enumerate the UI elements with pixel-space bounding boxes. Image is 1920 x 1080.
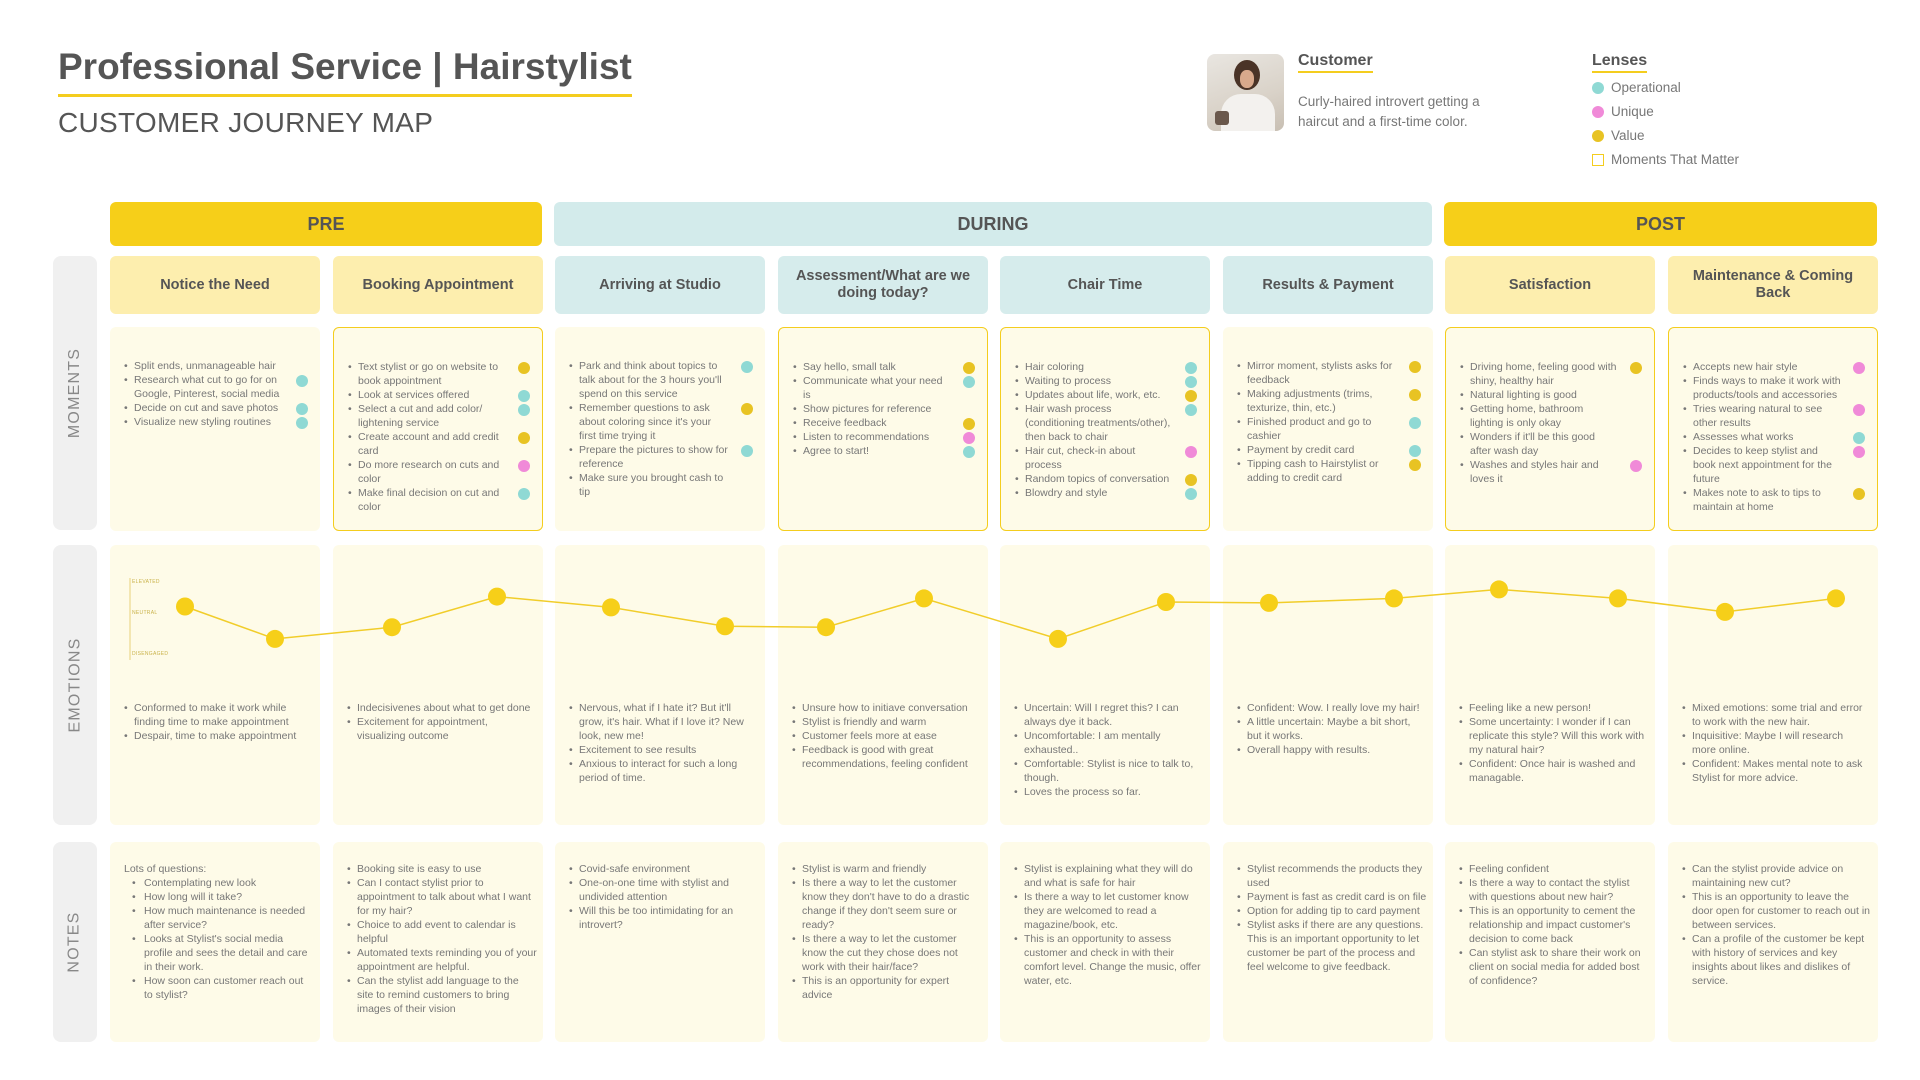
note-item: • This is an opportunity for expert advice [792, 974, 982, 1002]
value-dot-icon [1592, 130, 1604, 142]
moment-text: Make sure you brought cash to tip [579, 472, 724, 498]
moment-item [793, 402, 977, 416]
emotion-item: • Indecisivenes about what to get done [347, 701, 533, 715]
notes-cell [1668, 842, 1878, 1042]
pink-lens-dot-icon [1853, 446, 1865, 458]
note-item: • Is there a way to contact the stylist with questions about new hair? [1459, 876, 1649, 904]
moment-text: Hair coloring [1025, 361, 1084, 373]
emotion-item: • Uncertain: Will I regret this? I can always dye it back. [1014, 701, 1200, 729]
moment-item [348, 402, 532, 430]
moment-item [1015, 444, 1199, 472]
gold-lens-dot-icon [1630, 362, 1642, 374]
moment-item [793, 430, 977, 444]
teal-lens-dot-icon [1185, 404, 1197, 416]
moment-text: Visualize new styling routines [134, 416, 271, 428]
teal-lens-dot-icon [1185, 376, 1197, 388]
moment-text: Park and think about topics to talk about for the 3 hours you'll spend on this service [579, 360, 722, 400]
lens-value: Value [1592, 128, 1645, 143]
note-item: • Booking site is easy to use [347, 862, 537, 876]
teal-lens-dot-icon [518, 404, 530, 416]
pink-lens-dot-icon [1185, 446, 1197, 458]
row-label-notes: NOTES [53, 842, 97, 1042]
note-item: • Is there a way to let the customer know they don't have to do a drastic change if they don't seem sure or ready? [792, 876, 982, 932]
moment-item [1015, 374, 1199, 388]
stage-header: Maintenance & Coming Back [1668, 256, 1878, 314]
emotions-cell [1223, 545, 1433, 825]
note-item: • How much maintenance is needed after service? [124, 904, 314, 932]
teal-lens-dot-icon [741, 361, 753, 373]
teal-lens-dot-icon [1409, 445, 1421, 457]
note-item: • Stylist is explaining what they will do and what is safe for hair [1014, 862, 1204, 890]
emotion-item: • Excitement to see results [569, 743, 755, 757]
note-item: • Stylist recommends the products they used [1237, 862, 1427, 890]
pink-lens-dot-icon [1853, 404, 1865, 416]
gold-lens-dot-icon [1409, 459, 1421, 471]
moment-item [793, 374, 977, 402]
moment-item [1683, 374, 1867, 402]
moments-cell [1000, 327, 1210, 531]
moments-cell [1445, 327, 1655, 531]
note-item: • Will this be too intimidating for an introvert? [569, 904, 759, 932]
moment-text: Tipping cash to Hairstylist or adding to credit card [1247, 458, 1379, 484]
moment-item [1237, 443, 1423, 457]
moment-text: Finds ways to make it work with products/tools and accessories [1693, 375, 1841, 401]
notes-intro: Lots of questions: [124, 863, 207, 875]
teal-lens-dot-icon [963, 446, 975, 458]
moment-text: Payment by credit card [1247, 444, 1355, 456]
note-item: • This is an opportunity to leave the door open for customer to reach out in between services. [1682, 890, 1872, 932]
note-item: • Can stylist ask to share their work on client on social media for added bost of confidence? [1459, 946, 1649, 988]
moment-item [1683, 402, 1867, 430]
moment-text: Washes and styles hair and loves it [1470, 459, 1599, 485]
moment-item [124, 415, 310, 429]
lens-operational: Operational [1592, 80, 1681, 95]
scale-elevated: ELEVATED [132, 579, 160, 585]
moment-item [1015, 472, 1199, 486]
emotions-cell [555, 545, 765, 825]
note-item: • Covid-safe environment [569, 862, 759, 876]
moments-cell [110, 327, 320, 531]
moment-item [793, 444, 977, 458]
gold-lens-dot-icon [518, 362, 530, 374]
moment-item [1460, 402, 1644, 430]
gold-lens-dot-icon [518, 432, 530, 444]
moment-item [1015, 360, 1199, 374]
moment-item [1237, 415, 1423, 443]
note-item: • Contemplating new look [124, 876, 314, 890]
moment-item [1460, 430, 1644, 458]
scale-disengaged: DISENGAGED [132, 651, 169, 657]
moment-text: Random topics of conversation [1025, 473, 1170, 485]
moment-text: Making adjustments (trims, texturize, thin, etc.) [1247, 388, 1373, 414]
emotion-item: • Anxious to interact for such a long period of time. [569, 757, 755, 785]
moment-text: Listen to recommendations [803, 431, 930, 443]
teal-lens-dot-icon [296, 375, 308, 387]
moment-text: Split ends, unmanageable hair [134, 360, 276, 372]
emotion-item: • Confident: Wow. I really love my hair! [1237, 701, 1423, 715]
note-item: • One-on-one time with stylist and undivided attention [569, 876, 759, 904]
moment-item [1237, 359, 1423, 387]
pink-lens-dot-icon [1630, 460, 1642, 472]
phase-during: DURING [554, 202, 1432, 246]
moment-text: Getting home, bathroom lighting is only okay [1470, 403, 1584, 429]
moment-item [569, 443, 755, 471]
moment-text: Tries wearing natural to see other results [1693, 403, 1823, 429]
moments-cell [778, 327, 988, 531]
moment-text: Look at services offered [358, 389, 470, 401]
teal-lens-dot-icon [1185, 362, 1197, 374]
emotions-cell [1000, 545, 1210, 825]
notes-cell [1223, 842, 1433, 1042]
moment-item [348, 388, 532, 402]
moment-text: Make final decision on cut and color [358, 487, 500, 513]
moment-item [124, 373, 310, 401]
gold-lens-dot-icon [741, 403, 753, 415]
emotion-item: • Conformed to make it work while finding time to make appointment [124, 701, 310, 729]
emotion-item: • Feedback is good with great recommendations, feeling confident [792, 743, 978, 771]
emotion-item: • Loves the process so far. [1014, 785, 1200, 799]
row-label-emotions: EMOTIONS [53, 545, 97, 825]
emotions-cell [1668, 545, 1878, 825]
stage-header: Satisfaction [1445, 256, 1655, 314]
moment-text: Receive feedback [803, 417, 887, 429]
note-item: • This is an opportunity to assess customer and check in with their comfort level. Change the music, offer water, etc. [1014, 932, 1204, 988]
phase-pre: PRE [110, 202, 542, 246]
scale-neutral: NEUTRAL [132, 610, 158, 616]
moment-item [1237, 457, 1423, 485]
note-item: • Looks at Stylist's social media profile and sees the detail and care in their work. [124, 932, 314, 974]
moment-text: Hair cut, check-in about process [1025, 445, 1136, 471]
operational-dot-icon [1592, 82, 1604, 94]
stage-header: Chair Time [1000, 256, 1210, 314]
stage-header: Assessment/What are we doing today? [778, 256, 988, 314]
moment-text: Accepts new hair style [1693, 361, 1798, 373]
note-item: • Can a profile of the customer be kept with history of services and key insights about likes and dislikes of service. [1682, 932, 1872, 988]
moment-text: Decide on cut and save photos [134, 402, 279, 414]
pink-lens-dot-icon [963, 432, 975, 444]
teal-lens-dot-icon [296, 417, 308, 429]
lens-moments-that-matter: Moments That Matter [1592, 152, 1739, 167]
emotion-item: • Confident: Once hair is washed and managable. [1459, 757, 1645, 785]
gold-lens-dot-icon [1409, 361, 1421, 373]
moment-text: Communicate what your need is [803, 375, 943, 401]
note-item: • This is an opportunity to cement the relationship and impact customer's decision to come back [1459, 904, 1649, 946]
moment-item [124, 359, 310, 373]
moment-text: Say hello, small talk [803, 361, 896, 373]
customer-avatar [1207, 54, 1284, 131]
emotion-item: • Stylist is friendly and warm [792, 715, 978, 729]
page-title: Professional Service | Hairstylist [58, 46, 632, 97]
gold-lens-dot-icon [963, 418, 975, 430]
moments-cell [555, 327, 765, 531]
moment-text: Show pictures for reference [803, 403, 932, 415]
emotion-item: • Confident: Makes mental note to ask Stylist for more advice. [1682, 757, 1868, 785]
note-item: • Stylist is warm and friendly [792, 862, 982, 876]
note-item: • Can the stylist provide advice on maintaining new cut? [1682, 862, 1872, 890]
moment-text: Makes note to ask to tips to maintain at home [1693, 487, 1821, 513]
note-item: • How long will it take? [124, 890, 314, 904]
notes-cell [110, 842, 320, 1042]
emotions-cell [778, 545, 988, 825]
gold-lens-dot-icon [963, 362, 975, 374]
moment-square-icon [1592, 154, 1604, 166]
moment-item [1683, 486, 1867, 514]
teal-lens-dot-icon [963, 376, 975, 388]
phase-post: POST [1444, 202, 1877, 246]
gold-lens-dot-icon [1185, 390, 1197, 402]
moment-text: Mirror moment, stylists asks for feedback [1247, 360, 1393, 386]
emotion-item: • Customer feels more at ease [792, 729, 978, 743]
note-item: • Option for adding tip to card payment [1237, 904, 1427, 918]
note-item: • Can I contact stylist prior to appointment to talk about what I want for my hair? [347, 876, 537, 918]
moment-item [1460, 360, 1644, 388]
emotion-item: • Comfortable: Stylist is nice to talk to, though. [1014, 757, 1200, 785]
moment-text: Prepare the pictures to show for reference [579, 444, 728, 470]
moment-text: Decides to keep stylist and book next appointment for the future [1693, 445, 1832, 485]
moment-item [1015, 486, 1199, 500]
moment-item [124, 401, 310, 415]
persona-description: Curly-haired introvert getting a haircut and a first-time color. [1298, 94, 1480, 129]
emotion-item: • Excitement for appointment, visualizing outcome [347, 715, 533, 743]
teal-lens-dot-icon [1853, 432, 1865, 444]
lens-unique: Unique [1592, 104, 1654, 119]
note-item: • Stylist asks if there are any questions. This is an important opportunity to let customer be part of the process and feel welcome to give feedback. [1237, 918, 1427, 974]
note-item: • Payment is fast as credit card is on file [1237, 890, 1427, 904]
emotion-item: • Overall happy with results. [1237, 743, 1423, 757]
gold-lens-dot-icon [1185, 474, 1197, 486]
moment-item [348, 430, 532, 458]
moment-item [569, 471, 755, 499]
moment-item [1460, 458, 1644, 486]
moment-text: Waiting to process [1025, 375, 1111, 387]
moment-item [1683, 430, 1867, 444]
persona-title: Customer [1298, 52, 1373, 73]
moment-text: Wonders if it'll be this good after wash day [1470, 431, 1595, 457]
moments-cell [1223, 327, 1433, 531]
note-item: • Is there a way to let the customer know the cut they chose does not work with their hair/face? [792, 932, 982, 974]
moment-item [569, 401, 755, 443]
moment-text: Finished product and go to cashier [1247, 416, 1372, 442]
notes-cell [555, 842, 765, 1042]
stage-header: Arriving at Studio [555, 256, 765, 314]
notes-cell [1000, 842, 1210, 1042]
note-item: • Is there a way to let customer know they are welcomed to read a magazine/book, etc. [1014, 890, 1204, 932]
emotions-cell [1445, 545, 1655, 825]
teal-lens-dot-icon [296, 403, 308, 415]
row-label-moments: MOMENTS [53, 256, 97, 530]
emotion-item: • Unsure how to initiave conversation [792, 701, 978, 715]
moment-item [1015, 402, 1199, 444]
stage-header: Booking Appointment [333, 256, 543, 314]
moment-text: Agree to start! [803, 445, 869, 457]
gold-lens-dot-icon [1409, 389, 1421, 401]
teal-lens-dot-icon [1409, 417, 1421, 429]
moment-text: Remember questions to ask about coloring since it's your first time trying it [579, 402, 712, 442]
moment-item [348, 360, 532, 388]
moment-text: Select a cut and add color/ lightening service [358, 403, 483, 429]
note-item: • Can the stylist add language to the site to remind customers to bring images of their vision [347, 974, 537, 1016]
note-item: • Automated texts reminding you of your appointment are helpful. [347, 946, 537, 974]
note-item: • Choice to add event to calendar is helpful [347, 918, 537, 946]
moments-cell [1668, 327, 1878, 531]
teal-lens-dot-icon [1185, 488, 1197, 500]
emotion-item: • Mixed emotions: some trial and error to work with the new hair. [1682, 701, 1868, 729]
note-item: • How soon can customer reach out to stylist? [124, 974, 314, 1002]
moment-item [1683, 444, 1867, 486]
teal-lens-dot-icon [518, 390, 530, 402]
moment-text: Blowdry and style [1025, 487, 1108, 499]
lenses-title: Lenses [1592, 52, 1647, 73]
moment-text: Create account and add credit card [358, 431, 499, 457]
note-item: • Feeling confident [1459, 862, 1649, 876]
moments-cell [333, 327, 543, 531]
moment-item [1460, 388, 1644, 402]
notes-cell [333, 842, 543, 1042]
emotion-item: • Uncomfortable: I am mentally exhausted.. [1014, 729, 1200, 757]
emotions-cell [333, 545, 543, 825]
emotion-item: • Inquisitive: Maybe I will research more online. [1682, 729, 1868, 757]
emotions-cell [110, 545, 320, 825]
emotion-item: • Nervous, what if I hate it? But it'll grow, it's hair. What if I love it? New look, new me! [569, 701, 755, 743]
teal-lens-dot-icon [518, 488, 530, 500]
unique-dot-icon [1592, 106, 1604, 118]
moment-text: Text stylist or go on website to book appointment [358, 361, 499, 387]
teal-lens-dot-icon [741, 445, 753, 457]
moment-item [1683, 360, 1867, 374]
moment-item [569, 359, 755, 401]
moment-text: Natural lighting is good [1470, 389, 1577, 401]
moment-text: Assesses what works [1693, 431, 1794, 443]
notes-cell [1445, 842, 1655, 1042]
moment-text: Do more research on cuts and color [358, 459, 500, 485]
moment-item [793, 360, 977, 374]
page-subtitle: CUSTOMER JOURNEY MAP [58, 107, 434, 138]
moment-item [793, 416, 977, 430]
moment-item [348, 486, 532, 514]
emotion-item: • Some uncertainty: I wonder if I can replicate this style? Will this work with my natural hair? [1459, 715, 1645, 757]
emotion-item: • Feeling like a new person! [1459, 701, 1645, 715]
moment-text: Research what cut to go for on Google, Pinterest, social media [134, 374, 280, 400]
moment-text: Hair wash process (conditioning treatments/other), then back to chair [1025, 403, 1171, 443]
moment-item [1015, 388, 1199, 402]
moment-text: Driving home, feeling good with shiny, healthy hair [1470, 361, 1617, 387]
stage-header: Notice the Need [110, 256, 320, 314]
emotion-item: • A little uncertain: Maybe a bit short, but it works. [1237, 715, 1423, 743]
notes-cell [778, 842, 988, 1042]
stage-header: Results & Payment [1223, 256, 1433, 314]
moment-item [348, 458, 532, 486]
emotion-item: • Despair, time to make appointment [124, 729, 310, 743]
moment-text: Updates about life, work, etc. [1025, 389, 1161, 401]
gold-lens-dot-icon [1853, 488, 1865, 500]
moment-item [1237, 387, 1423, 415]
pink-lens-dot-icon [518, 460, 530, 472]
pink-lens-dot-icon [1853, 362, 1865, 374]
